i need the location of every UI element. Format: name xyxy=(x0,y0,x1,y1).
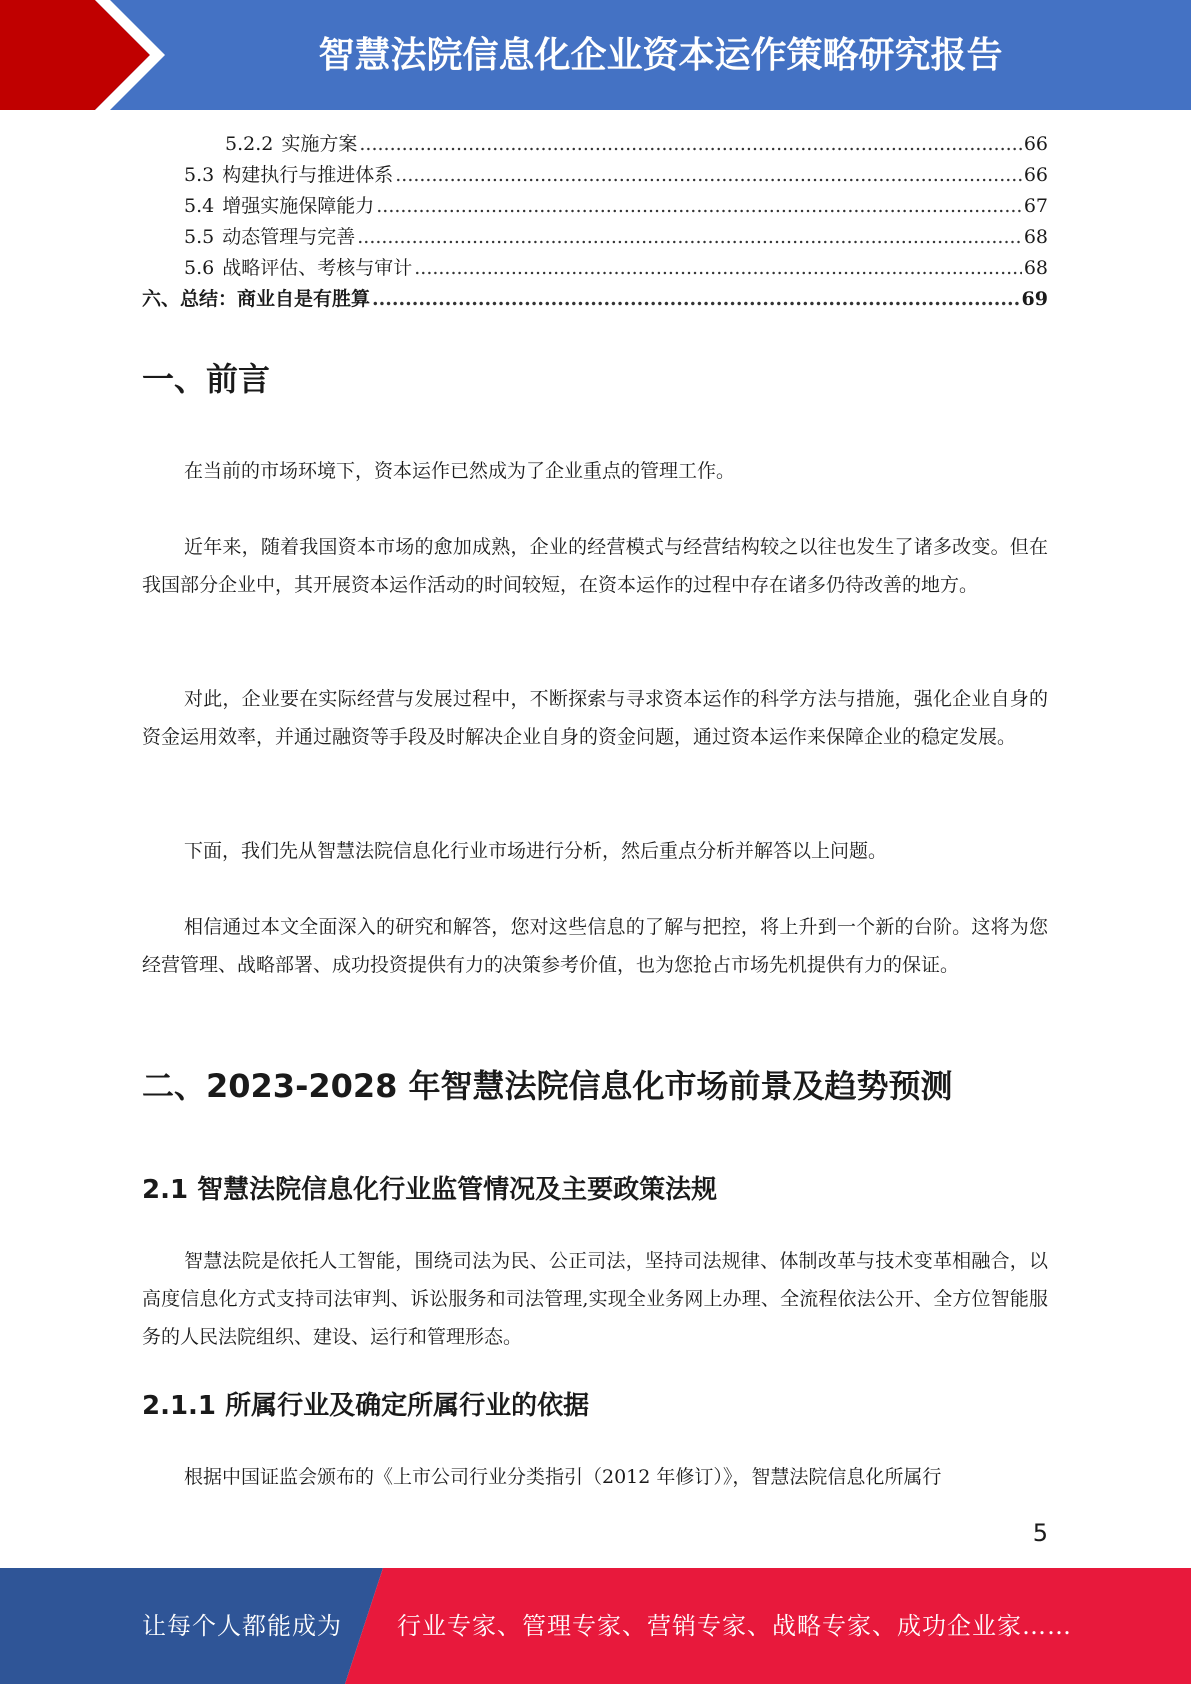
toc-entry-title: 增强实施保障能力 xyxy=(222,195,375,217)
toc-entry-title: 动态管理与完善 xyxy=(222,226,356,248)
toc-entry-title: 六、总结：商业自是有胜算 xyxy=(142,288,371,310)
paragraph: 下面，我们先从智慧法院信息化行业市场进行分析，然后重点分析并解答以上问题。 xyxy=(184,840,888,862)
subsection-heading-industry-basis: 2.1.1 所属行业及确定所属行业的依据 xyxy=(142,1391,590,1421)
paragraph: 相信通过本文全面深入的研究和解答，您对这些信息的了解与把控，将上升到一个新的台阶。这将为您经营管理、战略部署、成功投资提供有力的决策参考价值，也为您抢占市场先机提供有力的保证。 xyxy=(142,916,1048,976)
toc-entry-page: 68 xyxy=(1023,226,1048,248)
toc-entry-title: 构建执行与推进体系 xyxy=(222,164,394,186)
page-header xyxy=(0,0,1191,110)
toc-leader-dots xyxy=(359,129,1021,160)
toc-entry[interactable] xyxy=(142,253,1048,284)
toc-entry-page: 66 xyxy=(1023,133,1048,155)
table-of-contents xyxy=(142,129,1048,315)
paragraph: 近年来，随着我国资本市场的愈加成熟，企业的经营模式与经营结构较之以往也发生了诸多改变。但在我国部分企业中，其开展资本运作活动的时间较短，在资本运作的过程中存在诸多仍待改善的地方。 xyxy=(142,536,1048,596)
footer-slogan-left: 让每个人都能成为 xyxy=(142,1612,342,1640)
toc-leader-dots xyxy=(395,160,1022,191)
paragraph: 在当前的市场环境下，资本运作已然成为了企业重点的管理工作。 xyxy=(184,460,736,482)
toc-leader-dots xyxy=(414,253,1022,284)
section-heading-preface: 一、前言 xyxy=(142,360,271,398)
toc-leader-dots xyxy=(376,191,1022,222)
toc-entry-title: 战略评估、考核与审计 xyxy=(222,257,413,279)
footer-slogan-right: 行业专家、管理专家、营销专家、战略专家、成功企业家…… xyxy=(397,1612,1072,1640)
toc-entry-title: 实施方案 xyxy=(281,133,358,155)
toc-leader-dots xyxy=(372,284,1020,315)
toc-entry-number: 5.4 xyxy=(184,195,215,217)
paragraph: 对此，企业要在实际经营与发展过程中，不断探索与寻求资本运作的科学方法与措施，强化企业自身的资金运用效率，并通过融资等手段及时解决企业自身的资金问题，通过资本运作来保障企业的稳定发展。 xyxy=(142,688,1048,748)
subsection-heading-regulation: 2.1 智慧法院信息化行业监管情况及主要政策法规 xyxy=(142,1175,718,1205)
toc-entry-number: 5.5 xyxy=(184,226,215,248)
toc-entry-number: 5.6 xyxy=(184,257,215,279)
paragraph: 智慧法院是依托人工智能，围绕司法为民、公正司法，坚持司法规律、体制改革与技术变革相融合，以高度信息化方式支持司法审判、诉讼服务和司法管理,实现全业务网上办理、全流程依法公开、全方位智能服务的人民法院组织、建设、运行和管理形态。 xyxy=(142,1250,1048,1348)
toc-entry[interactable] xyxy=(142,284,1048,315)
toc-entry[interactable] xyxy=(142,191,1048,222)
paragraph: 根据中国证监会颁布的《上市公司行业分类指引（2012 年修订）》，智慧法院信息化所属行 xyxy=(184,1466,942,1488)
toc-entry[interactable] xyxy=(142,160,1048,191)
toc-leader-dots xyxy=(357,222,1022,253)
toc-entry-number: 5.2.2 xyxy=(225,133,274,155)
section-heading-market-outlook: 二、2023-2028 年智慧法院信息化市场前景及趋势预测 xyxy=(142,1067,953,1105)
toc-entry-page: 67 xyxy=(1023,195,1048,217)
toc-entry[interactable] xyxy=(142,129,1048,160)
page-number: 5 xyxy=(1032,1519,1048,1547)
toc-entry-page: 69 xyxy=(1021,288,1048,310)
toc-entry-number: 5.3 xyxy=(184,164,215,186)
toc-entry[interactable] xyxy=(142,222,1048,253)
report-title: 智慧法院信息化企业资本运作策略研究报告 xyxy=(318,35,1003,76)
page-footer xyxy=(0,1568,1191,1684)
toc-entry-page: 66 xyxy=(1023,164,1048,186)
toc-entry-page: 68 xyxy=(1023,257,1048,279)
